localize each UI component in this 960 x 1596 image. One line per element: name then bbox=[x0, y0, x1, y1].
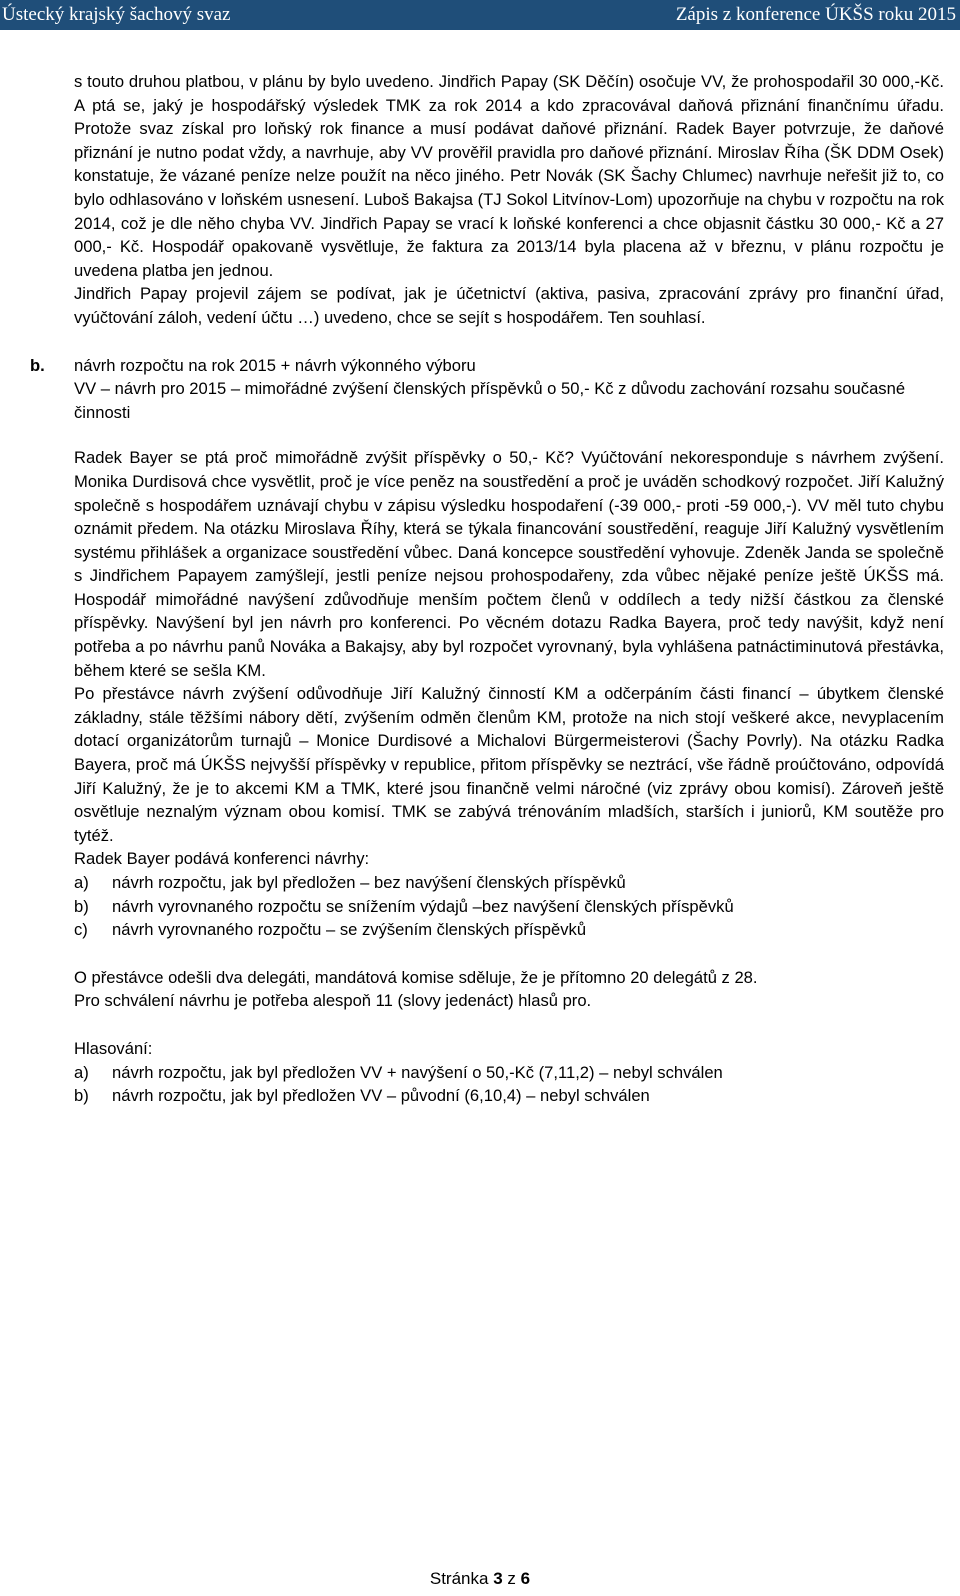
proposals-intro: Radek Bayer podává konferenci návrhy: bbox=[74, 849, 370, 869]
list-marker: a) bbox=[74, 873, 89, 892]
page-footer bbox=[0, 1568, 960, 1590]
list-item bbox=[74, 1061, 944, 1085]
proposals-list bbox=[74, 871, 944, 942]
list-item bbox=[74, 895, 944, 919]
section-title: návrh rozpočtu na rok 2015 + návrh výkonného výboru bbox=[74, 355, 476, 375]
list-marker: a) bbox=[74, 1062, 89, 1082]
list-text: návrh vyrovnaného rozpočtu – se zvýšením členských příspěvků bbox=[112, 920, 587, 940]
paragraph: Radek Bayer se ptá proč mimořádně zvýšit příspěvky o 50,- Kč? Vyúčtování nekoresponduje s návrhem zvýšení. Monika Durdisová chce vysvětlit, proč je více peněz na soustředění a proč je uváděn schodkový rozpočet. Jiří Kalužný společně s hospodářem uznávají chybu v zápisu výsledku hospodaření (-39 000,- proti -59 000,-). VV měl tuto chybu oznámit předem. Na otázku Miroslava Říhy, která se týkala financování soustředění, reaguje Jiří Kalužný vysvětlením systému přihlášek a organizace soustředění vůbec. Daná koncepce soustředění vyhovuje. Zdeněk Janda se společně s Jindřichem Papayem zamýšlejí, jestli peníze nejsou prohospodařeny, zda vůbec nějaké peníze ještě ÚKŠS má. Hospodář mimořádné navýšení zdůvodňuje menším počtem členů v oddílech a tedy nižší částkou za členské příspěvky. Navýšení byl jen návrh pro konferenci. Po věcném dotazu Radka Bayera, proč tedy navýšit, když není potřeba a po návrhu panů Nováka a Bakajsy, aby byl rozpočet vyrovnaný, byla vyhlášena patnáctiminutová přestávka, během které se sešla KM. bbox=[74, 448, 944, 680]
votes-list bbox=[74, 1061, 944, 1108]
paragraph: O přestávce odešli dva delegáti, mandátová komise sděluje, že je přítomno 20 delegátů z 28. bbox=[74, 967, 758, 987]
voting-title: Hlasování: bbox=[74, 1038, 153, 1058]
list-item bbox=[74, 871, 944, 895]
header-organization: Ústecký krajský šachový svaz bbox=[2, 4, 231, 25]
list-marker: c) bbox=[74, 920, 88, 940]
list-text: návrh vyrovnaného rozpočtu se snížením výdajů –bez navýšení členských příspěvků bbox=[112, 896, 734, 916]
list-marker: b) bbox=[74, 1086, 89, 1106]
footer-page-number: 3 bbox=[493, 1569, 503, 1588]
section-marker: b. bbox=[30, 355, 45, 375]
list-item bbox=[74, 1084, 944, 1108]
list-text: návrh rozpočtu, jak byl předložen – bez navýšení členských příspěvků bbox=[112, 873, 626, 892]
paragraph: Jindřich Papay projevil zájem se podívat, jak je účetnictví (aktiva, pasiva, zpracování zprávy pro finanční úřad, vyúčtování záloh, vedení účtu …) uvedeno, chce se sejít s hospodářem. Ten souhlasí. bbox=[74, 284, 944, 327]
list-item bbox=[74, 918, 944, 942]
paragraph: Pro schválení návrhu je potřeba alespoň 11 (slovy jedenáct) hlasů pro. bbox=[74, 991, 592, 1011]
header-document-title: Zápis z konference ÚKŠS roku 2015 bbox=[675, 4, 956, 25]
section-intro: VV – návrh pro 2015 – mimořádné zvýšení členských příspěvků o 50,- Kč z důvodu zachování rozsahu současné činnosti bbox=[74, 379, 906, 422]
footer-separator: z bbox=[507, 1569, 516, 1588]
list-marker: b) bbox=[74, 896, 89, 916]
section-b bbox=[30, 354, 944, 1108]
page-header bbox=[0, 0, 960, 30]
document-body bbox=[30, 70, 944, 1108]
paragraph: s touto druhou platbou, v plánu by bylo uvedeno. Jindřich Papay (SK Děčín) osočuje VV, že prohospodařil 30 000,-Kč. A ptá se, jaký je hospodářský výsledek TMK za rok 2014 a kdo zpracovával daňová přiznání finančnímu úřadu. Protože svaz získal pro loňský rok finance a musí podávat daňové přiznání. Radek Bayer potvrzuje, že daňové přiznání je nutno podat vždy, a navrhuje, aby VV prověřil pravidla pro daňové přiznání. Miroslav Říha (ŠK DDM Osek) konstatuje, že vázané peníze nelze použít na něco jiného. Petr Novák (SK Šachy Chlumec) navrhuje neřešit již to, co bylo odhlasováno v loňském usnesení. Luboš Bakajsa (TJ Sokol Litvínov-Lom) upozorňuje na chybu v rozpočtu na rok 2014, což je dle něho chyba VV. Jindřich Papay se vrací k loňské konferenci a chce objasnit částku 30 000,- Kč a 27 000,- Kč. Hospodář opakovaně vysvětluje, že faktura za 2013/14 byla placena až v březnu, v plánu rozpočtu je uvedena platba jen jednou. bbox=[74, 72, 944, 280]
list-text: návrh rozpočtu, jak byl předložen VV + navýšení o 50,-Kč (7,11,2) – nebyl schválen bbox=[112, 1062, 723, 1082]
footer-page-total: 6 bbox=[520, 1569, 531, 1588]
paragraph: Po přestávce návrh zvýšení odůvodňuje Jiří Kalužný činností KM a odčerpáním části financí – úbytkem členské základny, stále těžšími nábory dětí, zvýšením odměn členům KM, protože na nich stojí veškeré akce, nevyplacením dotací organizátorům turnajů – Monice Durdisové a Michalovi Bürgermeisterovi (Šachy Povrly). Na otázku Radka Bayera, proč má ÚKŠS nejvyšší příspěvky v republice, přitom příspěvky se neztrácí, vše řádně proúčtováno, odpovídá Jiří Kalužný, že je to akcemi KM a TMK, které jsou finančně velmi náročné (viz zprávy obou komisí). Zároveň ještě osvětluje neznalým význam obou komisí. TMK se zabývá trénováním mladších, starších i juniorů, KM soutěže pro tytéž. bbox=[74, 684, 944, 845]
footer-prefix: Stránka bbox=[429, 1569, 489, 1588]
list-text: návrh rozpočtu, jak byl předložen VV – původní (6,10,4) – nebyl schválen bbox=[112, 1086, 650, 1106]
